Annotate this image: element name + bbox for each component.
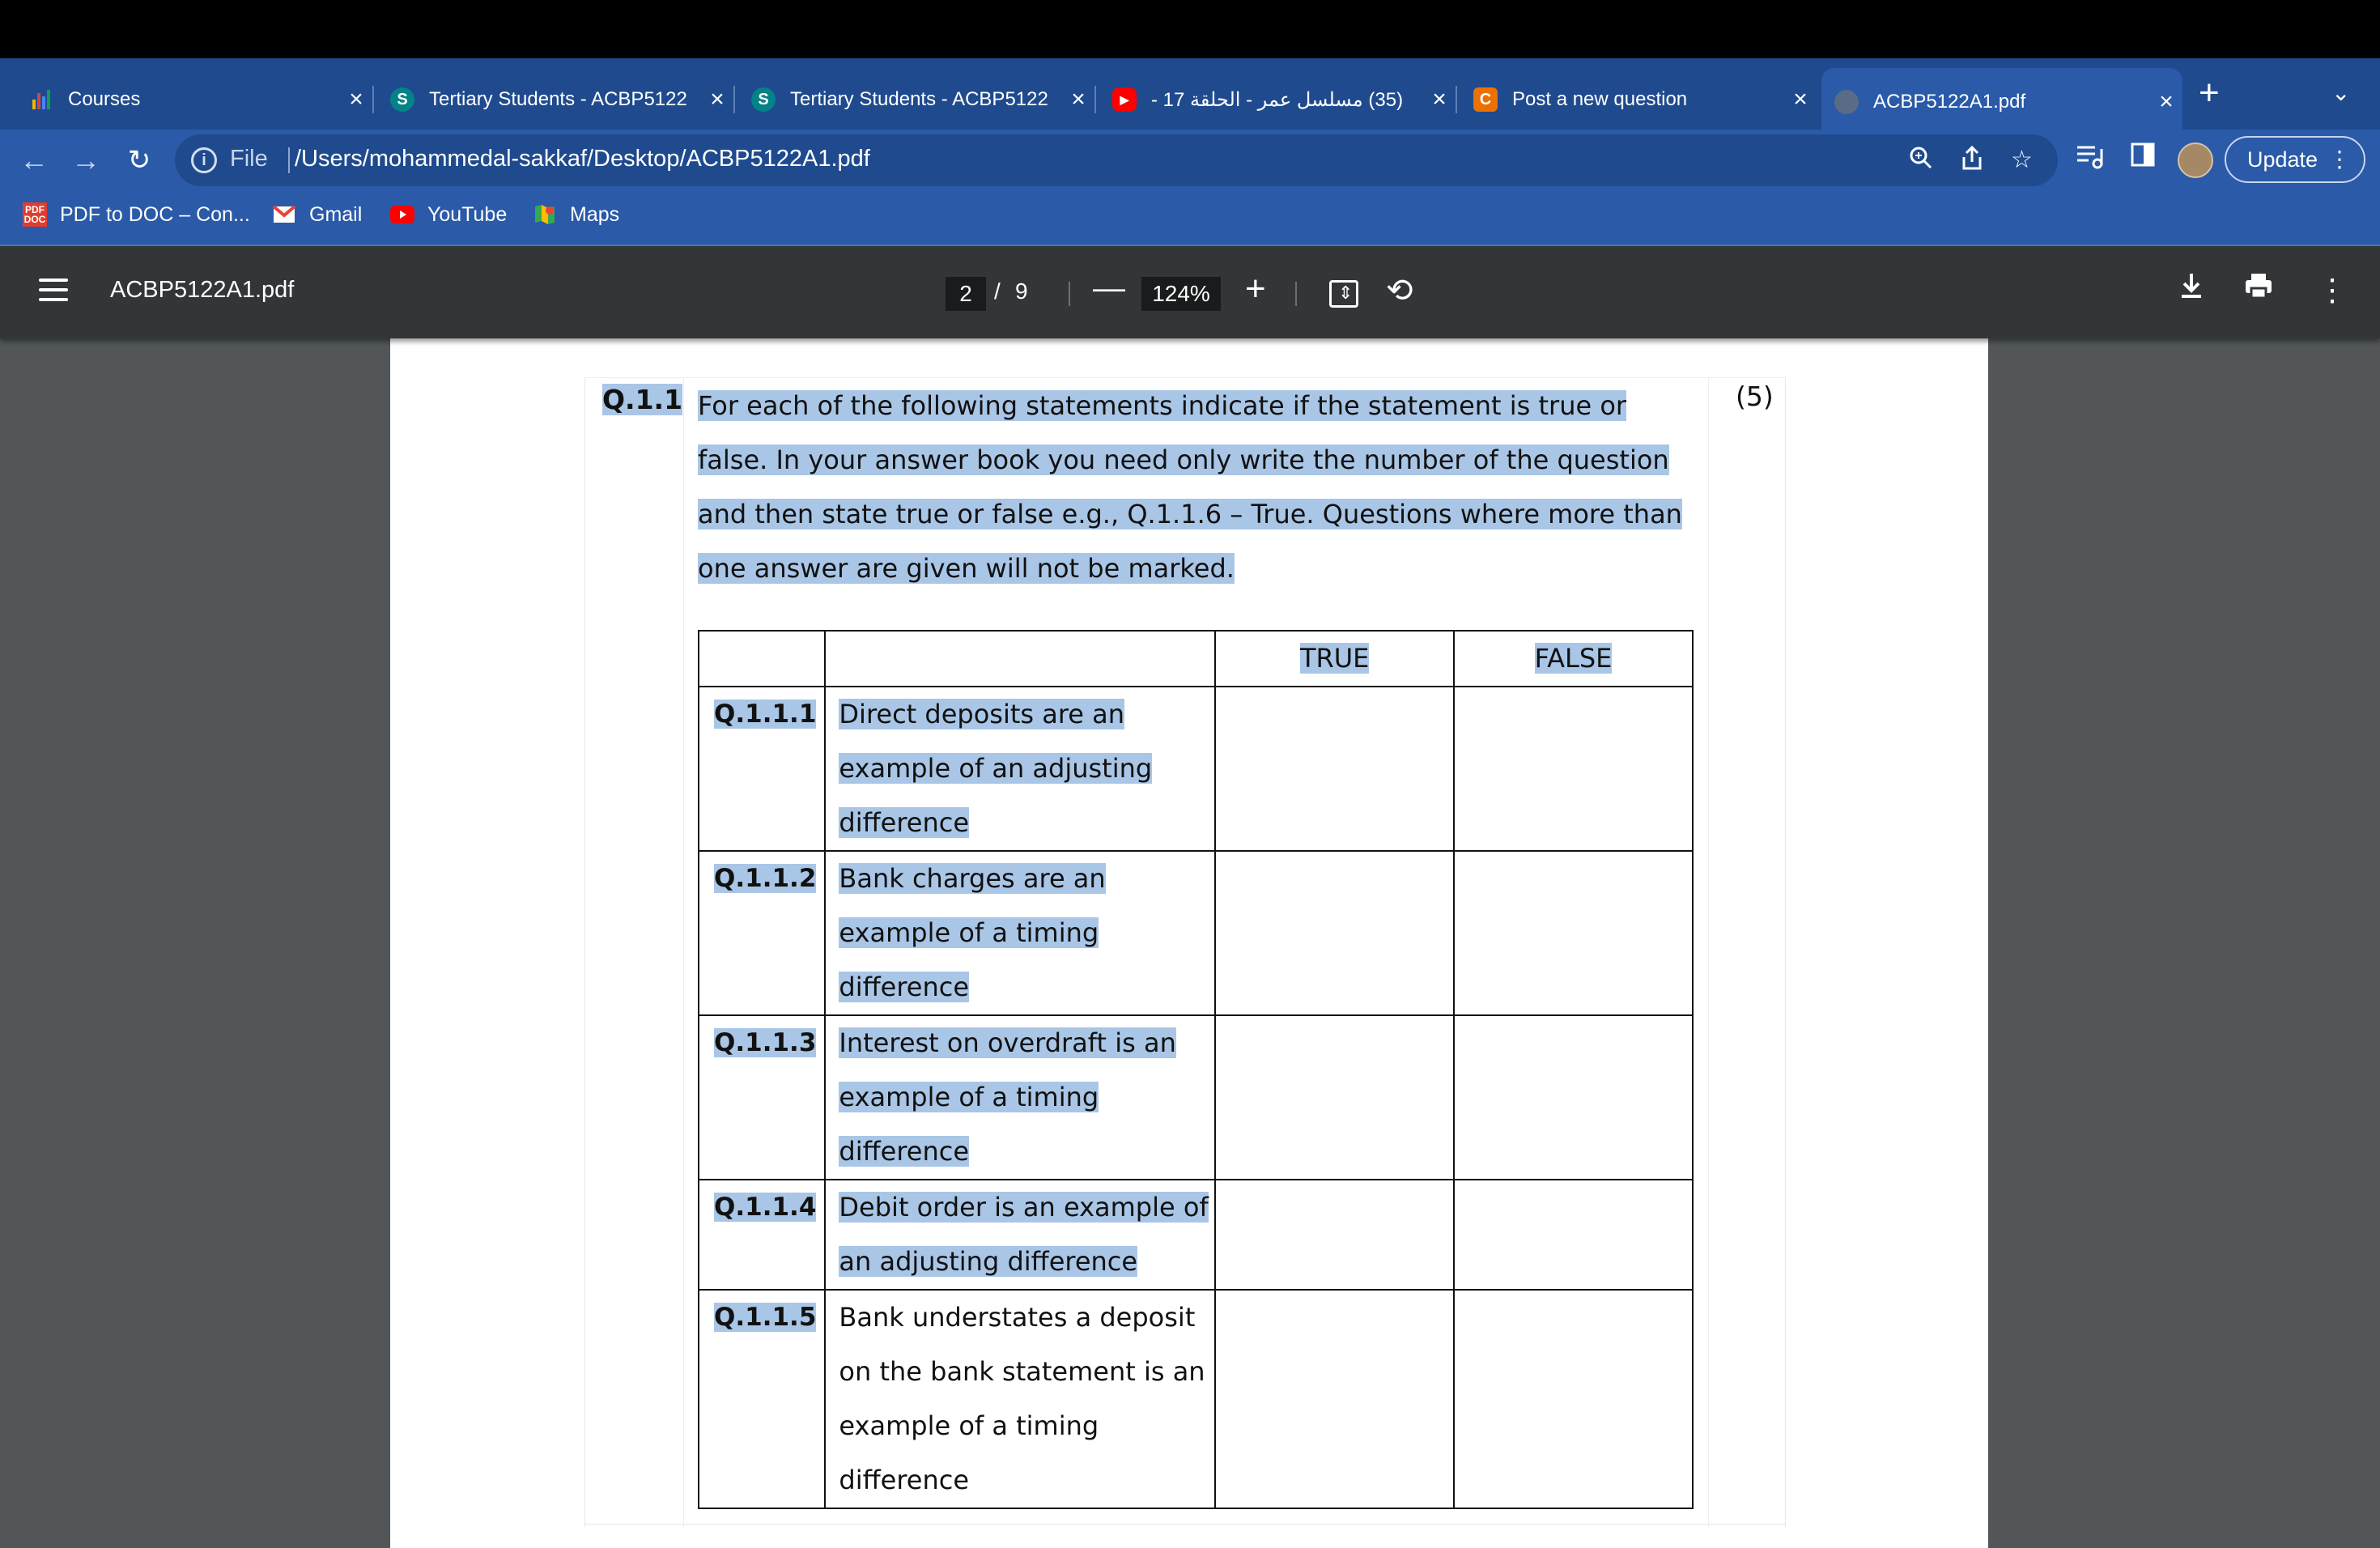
close-icon[interactable]: × [1432,86,1447,113]
row-statement: Direct deposits are an example of an adjusting difference [839,699,1153,838]
table-row [699,1290,1693,1508]
table-header-row [699,631,1693,687]
close-icon[interactable]: × [1793,86,1808,113]
row-statement: Debit order is an example of an adjusting difference [839,1192,1209,1277]
tab-title: Post a new question [1512,88,1688,110]
zoom-out-button[interactable]: — [1093,270,1125,306]
kebab-menu-icon[interactable]: ⋮ [2328,147,2351,172]
page-separator: / [994,279,1001,304]
header-false-label: FALSE [1534,643,1613,674]
total-pages: 9 [1015,279,1028,304]
tab-strip [0,58,2380,136]
table-row [699,1015,1693,1180]
frame-column-line [683,377,684,1527]
true-answer-cell [1215,687,1454,851]
frame-column-line [1708,377,1709,1527]
pdf-to-doc-icon: PDF DOC [23,204,46,225]
tab-title: Tertiary Students - ACBP5122 [429,88,687,110]
question-marks: (5) [1736,381,1774,412]
tab-title: ACBP5122A1.pdf [1873,91,2026,113]
bookmark-label: PDF to DOC – Con... [60,202,250,226]
profile-avatar[interactable] [2178,142,2213,178]
gmail-icon [272,202,296,227]
pdf-document-area[interactable] [0,338,2380,1548]
bookmark-label: Maps [570,202,620,226]
bookmark-youtube[interactable] [390,202,507,227]
more-options-icon[interactable]: ⋮ [2317,274,2348,308]
row-number: Q.1.1.1 [714,700,817,729]
youtube-icon [390,202,414,227]
share-icon[interactable] [1961,146,1983,178]
maps-icon [533,202,557,227]
update-label: Update [2247,147,2318,172]
youtube-favicon-icon: ▶ [1112,87,1137,112]
hamburger-menu-icon[interactable] [39,279,68,303]
table-row [699,851,1693,1015]
tab-separator [733,86,735,113]
bookmarks-bar [0,191,2380,246]
row-number: Q.1.1.5 [714,1303,817,1332]
false-answer-cell [1454,1290,1693,1508]
toolbar-divider [1069,282,1070,306]
header-true-label: TRUE [1299,643,1370,674]
row-statement: Bank understates a deposit on the bank statement is an example of a timing difference [839,1302,1205,1495]
header-false [1454,631,1693,687]
bookmark-label: YouTube [427,202,508,226]
close-icon[interactable]: × [1071,86,1086,113]
tab-post-question[interactable] [1460,73,1817,126]
rotate-icon[interactable]: ⟲ [1386,273,1413,308]
row-statement-cell [825,1015,1215,1180]
pdf-page [390,338,1988,1548]
new-tab-button[interactable]: + [2199,73,2220,113]
tab-title: Tertiary Students - ACBP5122 [790,88,1048,110]
tab-title: Courses [68,88,141,110]
close-icon[interactable]: × [710,86,725,113]
tab-acbp5122a1-pdf[interactable] [1821,68,2182,136]
true-answer-cell [1215,851,1454,1015]
table-row [699,687,1693,851]
bookmark-label: Gmail [309,202,363,226]
zoom-input[interactable]: 124% [1141,277,1221,311]
address-bar[interactable] [175,134,2058,186]
row-number-cell [699,1290,825,1508]
row-statement-cell [825,687,1215,851]
forward-arrow-icon[interactable]: → [71,143,100,176]
row-number: Q.1.1.3 [714,1028,817,1057]
bookmark-star-icon[interactable]: ☆ [2011,147,2033,173]
download-icon[interactable] [2179,272,2204,308]
question-number: Q.1.1 [602,384,683,415]
row-number-cell [699,851,825,1015]
zoom-magnifier-icon[interactable] [1909,146,1933,176]
chart-favicon-icon [29,87,53,112]
true-answer-cell [1215,1290,1454,1508]
bookmark-gmail[interactable] [272,202,362,227]
tab-separator [372,86,374,113]
false-answer-cell [1454,1180,1693,1290]
frame-bottom-line [584,1524,1786,1525]
back-arrow-icon[interactable]: ← [19,143,49,176]
tab-youtube-video[interactable] [1099,73,1456,126]
url-text[interactable]: /Users/mohammedal-sakkaf/Desktop/ACBP5122A1.pdf [295,146,870,172]
sharepoint-favicon-icon: S [390,87,414,112]
row-statement-cell [825,1180,1215,1290]
fit-to-page-icon[interactable] [1329,280,1358,308]
close-icon[interactable]: × [2159,88,2174,115]
pdf-viewer-toolbar [0,246,2380,338]
info-icon[interactable]: i [191,147,217,173]
tab-tertiary-students-2[interactable] [738,73,1094,126]
row-number: Q.1.1.2 [714,864,817,893]
zoom-in-button[interactable]: + [1245,269,1266,308]
globe-favicon-icon [1834,90,1859,114]
row-number-cell [699,1015,825,1180]
url-scheme: File [230,146,268,172]
false-answer-cell [1454,687,1693,851]
tab-tertiary-students-1[interactable] [377,73,733,126]
tab-search-chevron-icon[interactable]: ⌄ [2331,80,2351,105]
tab-separator [1456,86,1457,113]
instruction-text: For each of the following statements indicate if the statement is true or false. In your answer book you need only write the number of the question and then state true or false e.g., Q.1.1.6 – True. Questions where more than one answer are given will not be marked. [698,390,1682,584]
close-icon[interactable]: × [349,86,363,113]
bookmark-pdf-to-doc[interactable] [23,202,250,227]
tab-title: ‏(35) مسلسل عمر - الحلقة 17 - [1151,88,1404,111]
browser-toolbar [0,130,2380,191]
header-true [1215,631,1454,687]
row-statement: Bank charges are an example of a timing difference [839,863,1106,1002]
true-false-table [698,630,1694,1509]
row-number: Q.1.1.4 [714,1193,817,1222]
omnibox-divider [288,147,290,173]
row-number-cell [699,687,825,851]
side-panel-icon[interactable] [2131,142,2155,174]
tab-courses[interactable] [16,73,372,126]
chegg-favicon-icon: C [1473,87,1498,112]
print-icon[interactable] [2244,272,2273,308]
update-button[interactable] [2225,136,2365,183]
tab-separator [1094,86,1096,113]
row-statement: Interest on overdraft is an example of a timing difference [839,1027,1176,1167]
question-instruction [698,379,1702,596]
page-number-input[interactable]: 2 [946,277,986,311]
true-answer-cell [1215,1180,1454,1290]
sharepoint-favicon-icon: S [751,87,776,112]
toolbar-divider [1295,282,1297,306]
header-cell [699,631,825,687]
bookmark-maps[interactable] [533,202,619,227]
header-cell [825,631,1215,687]
true-answer-cell [1215,1015,1454,1180]
table-row [699,1180,1693,1290]
false-answer-cell [1454,851,1693,1015]
row-statement-cell [825,1290,1215,1508]
reload-icon[interactable]: ↻ [127,145,151,176]
row-statement-cell [825,851,1215,1015]
false-answer-cell [1454,1015,1693,1180]
pdf-filename: ACBP5122A1.pdf [110,277,295,303]
row-number-cell [699,1180,825,1290]
reading-list-icon[interactable] [2076,142,2105,177]
